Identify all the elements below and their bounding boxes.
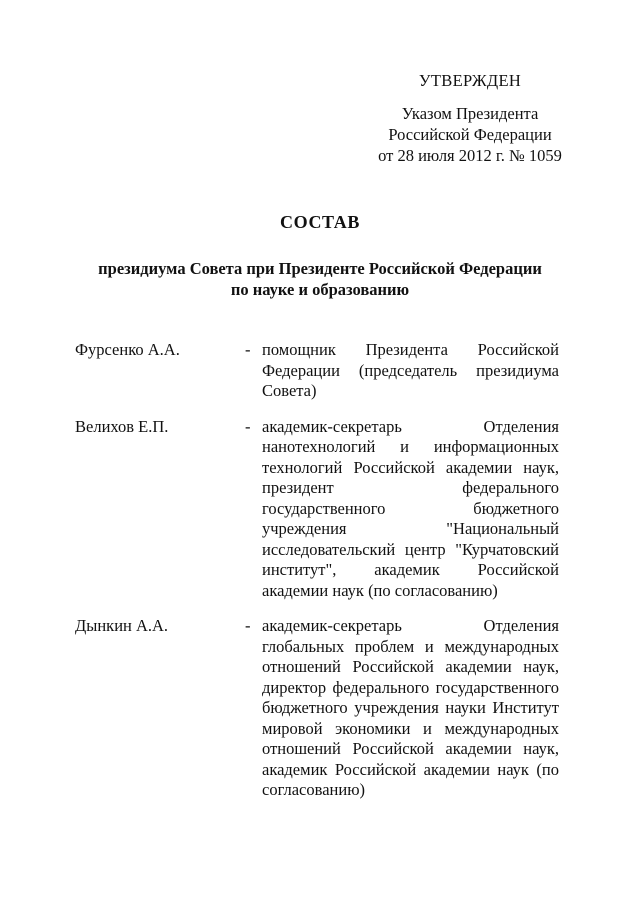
approval-line: Российской Федерации: [388, 125, 552, 144]
member-description: академик-секретарь Отделения нанотехнологий и информационных технологий Российской академии наук, президент федерального государственного бюджетного учреждения "Национальный исследовательский центр "Курчатовский институт", академик Российской академии наук (по согласованию): [262, 416, 559, 600]
member-dash: -: [245, 416, 251, 436]
member-dash: -: [245, 616, 251, 635]
member-description: академик-секретарь Отделения глобальных проблем и международных отношений Российской академии наук, директор федерального государственного бюджетного учреждения науки Институт мировой экономики и международных отношений Российской академии наук, академик Российской академии наук (по согласованию): [262, 616, 559, 799]
member-name: Велихов Е.П.: [75, 416, 169, 436]
members-list: [75, 340, 565, 801]
member-dash: -: [245, 340, 251, 359]
subtitle-line: по науке и образованию: [230, 280, 410, 299]
document-subtitle: [0, 258, 640, 300]
approval-stamp: [360, 70, 580, 166]
member-description: помощник Президента Российской Федерации (председатель президиума Совета): [262, 340, 559, 400]
member-name: Фурсенко А.А.: [75, 340, 180, 359]
approval-heading: УТВЕРЖДЕН: [418, 71, 522, 90]
subtitle-line: президиума Совета при Президенте Российской Федерации: [98, 259, 542, 278]
approval-line: от 28 июля 2012 г. № 1059: [378, 146, 562, 165]
approval-line: Указом Президента: [401, 104, 539, 123]
approval-decree: [360, 103, 580, 166]
member-entry: [75, 616, 565, 801]
member-entry: [75, 340, 565, 402]
member-entry: [75, 417, 565, 602]
member-name: Дынкин А.А.: [75, 616, 169, 635]
document-title: СОСТАВ: [280, 212, 360, 232]
